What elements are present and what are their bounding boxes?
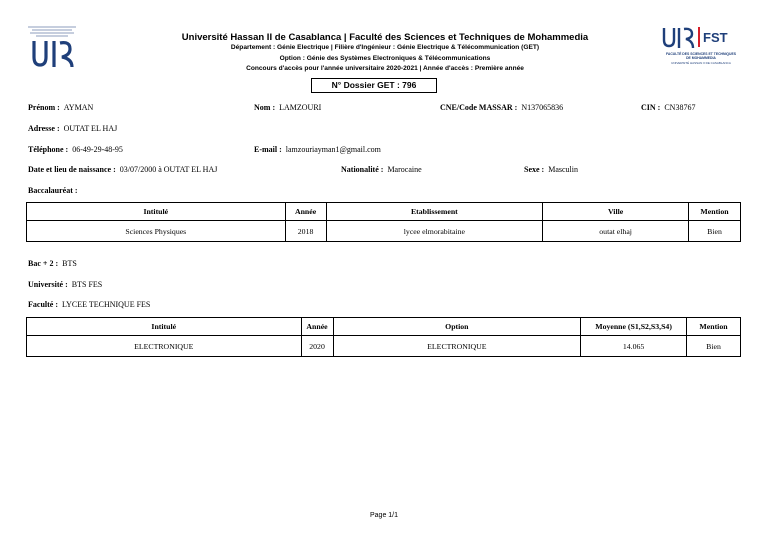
- svg-text:FST: FST: [703, 30, 728, 45]
- table-cell: ELECTRONIQUE: [333, 336, 581, 357]
- telephone-label: Téléphone :: [28, 145, 69, 154]
- cne-value: N137065836: [521, 103, 564, 112]
- prenom-label: Prénom :: [28, 103, 60, 112]
- universite-label: Université :: [28, 280, 68, 289]
- option-line: Option : Génie des Systèmes Electroniques & Télécommunications: [279, 55, 491, 62]
- nom-label: Nom :: [254, 103, 276, 112]
- faculte-label: Faculté :: [28, 300, 58, 309]
- table-cell: 2018: [285, 221, 326, 242]
- cin-value: CN38767: [664, 103, 696, 112]
- svg-text:FACULTÉ DES SCIENCES ET TECHNI: FACULTÉ DES SCIENCES ET TECHNIQUES: [665, 52, 737, 56]
- nom-value: LAMZOURI: [279, 103, 322, 112]
- email-label: E-mail :: [254, 145, 282, 154]
- page-number: Page 1/1: [369, 512, 399, 519]
- table-cell: ELECTRONIQUE: [27, 336, 302, 357]
- table-row: [27, 336, 741, 357]
- naissance-value: 03/07/2000 à OUTAT EL HAJ: [119, 165, 218, 174]
- adresse-field: [28, 124, 117, 133]
- header-cell: Ville: [543, 203, 689, 221]
- table-cell: 14.065: [581, 336, 687, 357]
- cin-field: [641, 103, 695, 112]
- nationalite-value: Marocaine: [387, 165, 422, 174]
- nom-field: [254, 103, 321, 112]
- naissance-label: Date et lieu de naissance :: [28, 165, 116, 174]
- header-cell: Mention: [687, 318, 741, 336]
- cin-label: CIN :: [641, 103, 661, 112]
- telephone-value: 06-49-29-48-95: [72, 145, 123, 154]
- prenom-value: AYMAN: [63, 103, 94, 112]
- concours-line: Concours d'accès pour l'année universitaire 2020-2021 | Année d'accès : Première année: [246, 65, 524, 72]
- bac2-field: [28, 259, 77, 268]
- table-row: [27, 221, 741, 242]
- university-logo: [26, 23, 78, 71]
- header-cell: Intitulé: [27, 318, 302, 336]
- adresse-label: Adresse :: [28, 124, 60, 133]
- universite-field: [28, 280, 102, 289]
- table-cell: Bien: [689, 221, 741, 242]
- table-header-row: [27, 203, 741, 221]
- nationalite-field: [341, 165, 422, 174]
- cne-label: CNE/Code MASSAR :: [440, 103, 518, 112]
- table-cell: 2020: [301, 336, 333, 357]
- adresse-value: OUTAT EL HAJ: [63, 124, 118, 133]
- bac2-table: [26, 317, 741, 357]
- fst-logo: [660, 24, 742, 68]
- header-cell: Mention: [689, 203, 741, 221]
- universite-value: BTS FES: [71, 280, 103, 289]
- table-cell: Sciences Physiques: [27, 221, 286, 242]
- email-field: [254, 145, 381, 154]
- bac2-label: Bac + 2 :: [28, 259, 59, 268]
- svg-text:UNIVERSITÉ HASSAN II DE CASABL: UNIVERSITÉ HASSAN II DE CASABLANCA: [671, 61, 731, 65]
- faculte-value: LYCEE TECHNIQUE FES: [62, 300, 151, 309]
- dossier-number: N° Dossier GET : 796: [311, 78, 437, 93]
- faculte-field: [28, 300, 150, 309]
- table-cell: Bien: [687, 336, 741, 357]
- department-line: Département : Génie Electrique | Filière d'Ingénieur : Génie Electrique & Télécommunication (GET): [230, 44, 540, 51]
- bac2-value: BTS: [62, 259, 77, 268]
- naissance-field: [28, 165, 217, 174]
- telephone-field: [28, 145, 123, 154]
- sexe-value: Masculin: [548, 165, 578, 174]
- prenom-field: [28, 103, 93, 112]
- table-header-row: [27, 318, 741, 336]
- table-cell: lycee elmorabitaine: [326, 221, 543, 242]
- sexe-label: Sexe :: [524, 165, 545, 174]
- header-cell: Année: [285, 203, 326, 221]
- header-cell: Etablissement: [326, 203, 543, 221]
- header-cell: Option: [333, 318, 581, 336]
- email-value: lamzouriayman1@gmail.com: [285, 145, 381, 154]
- baccalaureat-label-text: Baccalauréat :: [28, 186, 78, 195]
- header-cell: Intitulé: [27, 203, 286, 221]
- table-cell: outat elhaj: [543, 221, 689, 242]
- nationalite-label: Nationalité :: [341, 165, 384, 174]
- baccalaureat-label: [28, 186, 78, 195]
- cne-field: [440, 103, 563, 112]
- university-title: Université Hassan II de Casablanca | Faculté des Sciences et Techniques de Mohammedia: [181, 32, 589, 43]
- header-cell: Moyenne (S1,S2,S3,S4): [581, 318, 687, 336]
- header-cell: Année: [301, 318, 333, 336]
- sexe-field: [524, 165, 578, 174]
- baccalaureat-table: [26, 202, 741, 242]
- svg-text:DE MOHAMMEDIA: DE MOHAMMEDIA: [686, 56, 716, 60]
